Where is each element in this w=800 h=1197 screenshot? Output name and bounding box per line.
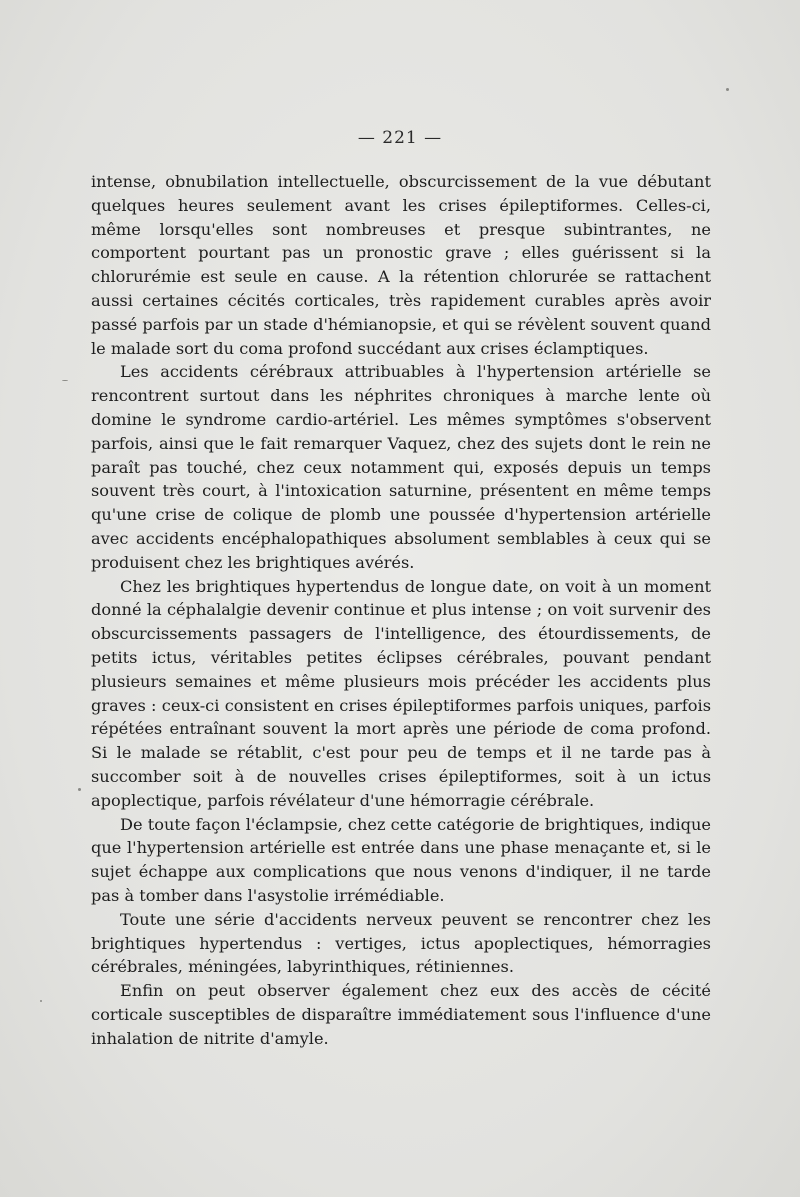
speck [40, 1000, 42, 1002]
speck [78, 788, 81, 791]
page-number: — 221 — [357, 128, 443, 148]
paragraph: Les accidents cérébraux attribuables à l'hypertension artérielle se rencontrent surtout dans les néphrites chroniques à marche lente où domine le syndrome cardio-artériel. Les mêmes symptômes s'observent parfois, ainsi que le fait remarquer Vaquez, chez des sujets dont le rein ne paraît pas touché, chez ceux notamment qui, exposés depuis un temps souvent très court, à l'intoxication saturnine, présentent en même temps qu'une crise de colique de plomb une poussée d'hypertension artérielle avec accidents encéphalopathiques absolument semblables à ceux qui se produisent chez les brightiques avérés. [91, 362, 711, 572]
paragraph: Enfin on peut observer également chez eux des accès de cécité corticale susceptibles de disparaître immédiatement sous l'influence d'une inhalation de nitrite d'amyle. [91, 981, 711, 1048]
paragraph: Chez les brightiques hypertendus de longue date, on voit à un moment donné la céphalalgie devenir continue et plus intense ; on voit survenir des obscurcissements passagers de l'intelligence, des étourdissements, de petits ictus, véritables petites éclipses cérébrales, pouvant pendant plusieurs semaines et même plusieurs mois précéder les accidents plus graves : ceux-ci consistent en crises épileptiformes parfois uniques, parfois répétées entraînant souvent la mort après une période de coma profond. Si le malade se rétablit, c'est pour peu de temps et il ne tarde pas à succomber soit à de nouvelles crises épileptiformes, soit à un ictus apoplectique, parfois révélateur d'une hémorragie cérébrale. [91, 576, 711, 810]
speck [62, 380, 68, 381]
speck [726, 88, 729, 91]
body-text [91, 170, 711, 1050]
paragraph: intense, obnubilation intellectuelle, obscurcissement de la vue débutant quelques heures seulement avant les crises épileptiformes. Celles-ci, même lorsqu'elles sont nombreuses et presque subintrantes, ne comportent pourtant pas un pronostic grave ; elles guérissent si la chlorurémie est seule en cause. A la rétention chlorurée se rattachent aussi certaines cécités corticales, très rapidement curables après avoir passé parfois par un stade d'hémianopsie, et qui se révèlent souvent quand le malade sort du coma profond succédant aux crises éclamptiques. [91, 172, 711, 358]
paragraph: De toute façon l'éclampsie, chez cette catégorie de brightiques, indique que l'hypertension artérielle est entrée dans une phase menaçante et, si le sujet échappe aux complications que nous venons d'indiquer, il ne tarde pas à tomber dans l'asystolie irrémédiable. [91, 814, 711, 905]
paragraph: Toute une série d'accidents nerveux peuvent se rencontrer chez les brightiques hypertendus : vertiges, ictus apoplectiques, hémorragies cérébrales, méningées, labyrinthiques, rétiniennes. [91, 909, 711, 977]
